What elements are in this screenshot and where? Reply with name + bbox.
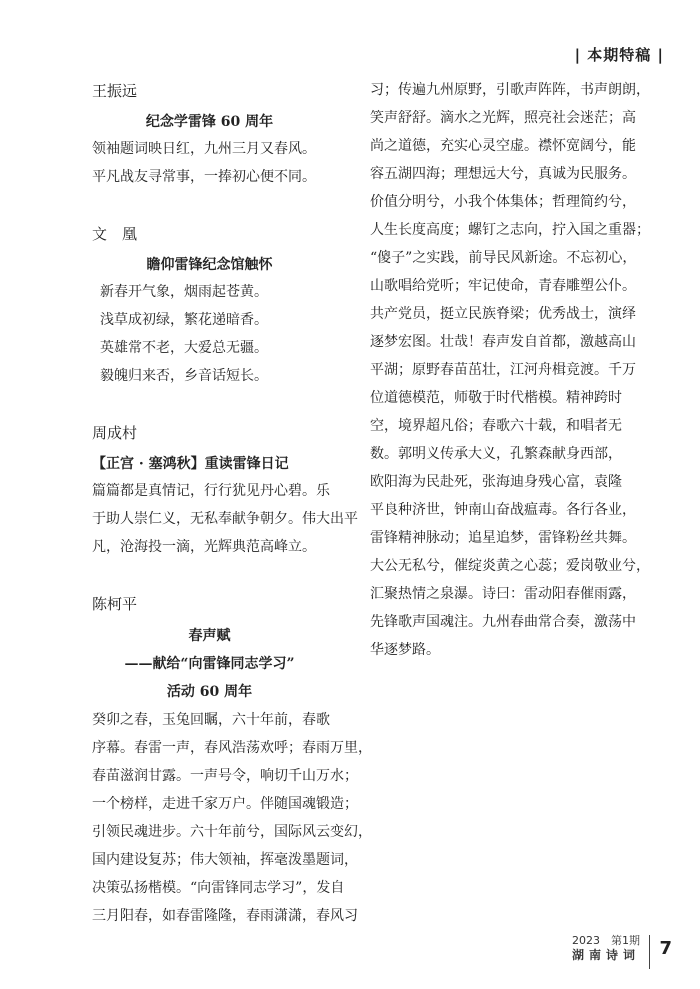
section-tag: | 本期特稿 | [574,46,664,64]
poem-line: 领袖题词映日红，九州三月又春风。 [92,141,316,157]
poem-line: 毅魄归来否，乡音话短长。 [100,368,268,384]
issue-label: 2023 第1期 [572,934,640,947]
poem-line: 引领民魂进步。六十年前兮，国际风云变幻， [92,824,372,840]
author-name: 文 凰 [92,225,138,243]
poem-line: 国内建设复苏；伟大领袖，挥毫泼墨题词， [92,852,358,868]
prose-line: 笑声舒舒。滴水之光辉，照亮社会迷茫；高 [370,110,636,126]
author-name: 王振远 [92,82,138,100]
poem-subtitle: 活动 60 周年 [166,684,253,700]
prose-line: 平良种济世，钟南山奋战瘟毒。各行各业， [370,502,636,518]
poem-title: 【正宫 · 塞鸿秋】重读雷锋日记 [92,456,289,472]
poem-title: 春声赋 [188,628,231,644]
prose-line: 空，境界超凡俗；春歌六十载，和唱者无 [370,418,622,434]
left-column [92,80,372,962]
poem-line: 英雄常不老，大爱总无疆。 [100,340,268,356]
prose-line: 华逐梦路。 [370,642,440,658]
journal-name: 湖南诗词 [571,948,640,962]
author-name: 周成村 [92,424,138,442]
prose-line: 欧阳海为民赴死，张海迪身残心富，袁隆 [370,474,622,490]
page-number: 7 [659,938,672,959]
prose-line: 尚之道德，充实心灵空虚。襟怀宽阔兮，能 [370,138,636,154]
prose-line: 汇聚热情之泉瀑。诗曰：雷动阳春催雨露， [370,586,636,602]
poem-section-3 [92,422,358,561]
prose-line: “傻子”之实践，前导民风新途。不忘初心， [370,250,637,266]
poem-line: 癸卯之春，玉兔回瞩，六十年前，春歌 [92,712,330,728]
poem-line: 一个榜样，走进千家万户。伴随国魂锻造； [92,796,358,812]
poem-line: 序幕。春雷一声，春风浩荡欢呼；春雨万里， [92,740,372,756]
poem-line: 三月阳春，如春雷隆隆，春雨潇潇，春风习 [92,908,358,924]
poem-line: 决策弘扬楷模。“向雷锋同志学习”，发自 [92,880,345,896]
prose-line: 先锋歌声国魂注。九州春曲常合奏，激荡中 [370,614,636,630]
poem-line: 平凡战友寻常事，一捧初心便不同。 [92,169,316,185]
poem-line: 春苗滋润甘露。一声号令，响切千山万水； [92,768,358,784]
poem-title: 纪念学雷锋 60 周年 [145,114,274,130]
poem-line: 新春开气象，烟雨起苍黄。 [100,284,268,300]
prose-line: 价值分明兮，小我个体集体；哲理简约兮， [370,194,636,210]
prose-line: 共产党员，挺立民族脊梁；优秀战士，演绎 [370,306,636,322]
poem-line: 于助人崇仁义，无私奉献争朝夕。伟大出平 [92,511,358,527]
prose-line: 数。郭明义传承大义，孔繁森献身西部， [370,446,622,462]
prose-line: 容五湖四海；理想远大兮，真诚为民服务。 [370,166,636,182]
poem-line: 篇篇都是真情记，行行犹见丹心碧。乐 [92,483,330,499]
poem-section-2 [92,223,327,390]
prose-line: 山歌唱给党听；牢记使命，青春雕塑公仆。 [370,278,636,294]
poem-subtitle: ——献给“向雷锋同志学习” [124,656,295,672]
right-column [370,76,650,664]
prose-line: 人生长度高度；螺钉之志向，拧入国之重器； [370,222,650,238]
poem-title: 瞻仰雷锋纪念馆触怀 [146,257,273,273]
footer-info [572,933,640,963]
prose-line: 平湖；原野春苗茁壮，江河舟楫竞渡。千万 [370,362,636,378]
prose-line: 雷锋精神脉动；追星追梦，雷锋粉丝共舞。 [370,530,636,546]
prose-line: 逐梦宏图。壮哉！春声发自首都，激越高山 [370,334,636,350]
poem-section-1 [92,80,327,191]
prose-line: 位道德模范，师敬于时代楷模。精神跨时 [370,390,622,406]
footer-divider [649,935,650,969]
prose-line: 习；传遍九州原野，引歌声阵阵，书声朗朗， [370,82,650,98]
poem-line: 凡，沧海投一滴，光辉典范高峰立。 [92,539,316,555]
poem-section-4 [92,593,372,930]
poem-line: 浅草成初绿，繁花递暗香。 [100,312,268,328]
author-name: 陈柯平 [92,595,138,613]
prose-line: 大公无私兮，催绽炎黄之心蕊；爱岗敬业兮， [370,558,650,574]
